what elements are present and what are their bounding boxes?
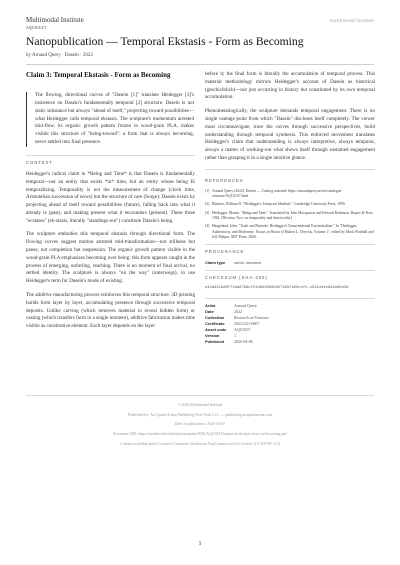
metadata-table (205, 303, 375, 345)
metadata-value: Research on Tensions (234, 314, 269, 320)
page-footer (26, 395, 374, 450)
publication-date-line: Date of publication: 2026-04-07 (174, 422, 226, 427)
body-paragraph: Phenomenologically, the sculpture demands temporal engagement. There is no single vantage point from which "Dasein" discloses itself completely. The viewer must circumnavigate, trace the curves through successive perspectives, build understanding through temporal synthesis. This enforced movement translates Heidegger's claim that understanding is always interpretive, always temporal, always a matter of working-out what shows itself through sustained engagement rather than grasping it in a single intuitive glance. (205, 108, 375, 161)
metadata-value: 20221221-0007 (234, 320, 260, 326)
license-line: Content available under Creative Commons Attribution-NonCommercial 4.0 License (CC BY-NC 4.0) (120, 441, 280, 446)
context-paragraph: The sculpture embodies this temporal ekstasis through directional form. The flowing curves suggest motion arrested mid-transformation—not stillness but pause, not completion but suspension. The organic growth pattern visible in the wood-grain PLA emphasizes becoming over being: this form appears caught in the process of emerging, unfurling, reaching. There is no moment of final arrival, no settled identity. The sculpture is always "on the way" (unterwegs), to use Heidegger's term for Dasein's mode of existing. (26, 231, 195, 285)
metadata-key: Date (205, 308, 214, 314)
body-paragraph: before it; the final form is literally the accumulation of temporal process. This material methodology mirrors Heidegger's account of Dasein as historical (geschichtlich)—not just occurring in history but constituted by its own temporal accumulation. (205, 71, 375, 101)
reference-number: [1] (205, 188, 210, 193)
claim-abstract (26, 92, 195, 147)
metadata-key: Collection (205, 314, 225, 320)
persistent-uri-line[interactable]: Persistent URI: https://multimodal.institute/nanopubs/2026/AQC0337/temporal-ekstasis-form-as-becoming.pdf (113, 432, 287, 437)
reference-text: Blattner, William D. "Heidegger's Temporal Idealism". Cambridge University Press, 1999. (212, 202, 346, 207)
checksum-value: e44a921b80f74da6798cf21d693808e827429fb58ccfc-c931d4ec8a1b6be38 (205, 286, 349, 291)
metadata-value: 2026-04-06 (234, 338, 253, 344)
context-paragraph: The additive manufacturing process reinforces this temporal structure. 3D printing builds form layer by layer, accumulating presence through successive temporal deposits. Unlike carving (which removes material to reveal hidden form) or casting (which transfers form in a single moment), additive fabrication makes time visible as constitutive element. Each layer depends on the layer (26, 292, 195, 330)
provenance-label: PROVENANCE (205, 249, 245, 255)
metadata-key: Certificate (205, 320, 225, 326)
metadata-value: 2022 (234, 308, 242, 314)
metadata-value: 1 (234, 332, 236, 338)
references-label: REFERENCES (205, 177, 244, 183)
section-divider (205, 169, 375, 170)
section-divider (205, 298, 375, 299)
reference-item (205, 224, 375, 240)
reference-number: [3] (205, 210, 210, 215)
reference-text: Heidegger, Martin. "Being and Time". Translated by John Macquarrie and Edward Robinson. Harper & Row, 1962. [Division Two, on temporality and historicality] (212, 210, 374, 220)
section-divider (205, 270, 375, 271)
site-name[interactable]: Multimodal Institute (26, 16, 84, 24)
metadata-row (205, 339, 375, 345)
metadata-value: Arnaud Query (234, 302, 257, 308)
context-label: CONTEXT (26, 159, 54, 165)
metadata-key: Version (205, 332, 220, 338)
byline: by Arnaud Query · Dasein · 2022 (26, 53, 93, 58)
reference-text[interactable]: Arnaud Query (2022). Dasein — Catalog raisonné. https://arnaudquery.art/en/catalogue-raisonne/AQC0337.html (212, 188, 343, 199)
reference-item (205, 211, 375, 222)
context-paragraph: Heidegger's radical claim in *Being and Time* is that Dasein is fundamentally temporal—not an entity that exists *in* time, but an entity whose being IS temporalizing. Temporality is not the measurement of change (clock time, Aristotelian succession of nows) but the structure of care (Sorge): Dasein exists by projecting ahead of itself toward possibilities (future), falling back into what it already is (past), and making present what it encounters (present). These three "ecstases" (ek-stasis, literally "standings-out") constitute Dasein's being. (26, 170, 195, 224)
claim-type-row (205, 260, 375, 266)
right-column (205, 71, 375, 345)
metadata-key: Artist (205, 302, 216, 308)
left-column (26, 71, 195, 337)
reference-number: [4] (205, 224, 210, 229)
page-number: 1 (198, 540, 202, 547)
claim-type-value: artistic statement (234, 260, 262, 266)
reference-item[interactable] (205, 189, 375, 200)
reference-item (205, 202, 375, 207)
site-name-right[interactable]: multimodal institute (329, 18, 374, 24)
page-title: Nanopublication — Temporal Ekstasis - Form as Becoming (26, 35, 304, 48)
document-id: AQC0337 (26, 26, 48, 31)
claim-heading: Claim 3: Temporal Ekstasis - Form as Becoming (26, 71, 171, 79)
copyright-line: © 2026 Multimodal Institute (177, 403, 223, 407)
page-header (26, 8, 374, 24)
metadata-key: Published (205, 338, 225, 344)
metadata-key: Asset code (205, 326, 227, 332)
section-divider (26, 155, 195, 156)
claim-type-key: Claim type (205, 260, 226, 266)
reference-number: [2] (205, 202, 210, 207)
abstract-text: The flowing, directional curves of "Dasein [1]" translate Heidegger [3]'s insistence on Dasein's fundamentally temporal [2] structure. Dasein is not static substance but always "ahead of itself," projecting toward possibilities—what Heidegger calls temporal ekstasis. The sculpture's momentum arrested mid-flow, its organic growth pattern frozen in wood-grain PLA, makes visible this structure of "being-toward": a form that is always becoming, never settled into final presence. (35, 92, 194, 146)
section-divider (205, 244, 375, 245)
header-divider (26, 64, 374, 65)
metadata-value: AQC0337 (234, 326, 251, 332)
reference-text: Haugeland, John. "Truth and Finitude: Heidegger's Transcendental Existentialism." In "Heidegger, Authenticity, and Modernity: Essays in Honor of Hubert L. Dreyfus, Volume 1", edited by Mark Wrathall and Jeff Malpas. MIT Press, 2000. (212, 224, 374, 239)
checksum-label: CHECKSUM (SHA-256) (205, 275, 268, 281)
publisher-line[interactable]: Published by: Art Quark Arima Publishing New York LLC — publishing.artquarkarima.com (127, 412, 273, 417)
